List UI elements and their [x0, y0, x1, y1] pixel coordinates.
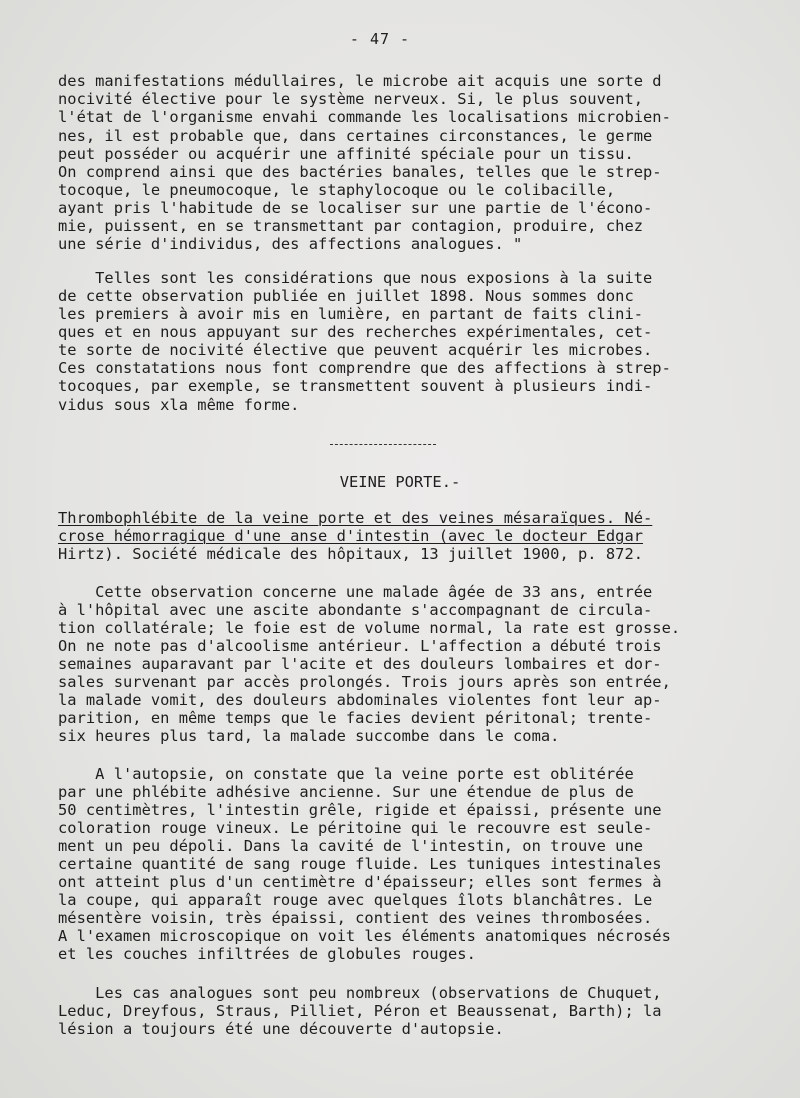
text-line: tion collatérale; le foie est de volume normal, la rate est grosse. — [58, 619, 681, 637]
text-line: certaine quantité de sang rouge fluide. Les tuniques intestinales — [58, 855, 662, 873]
text-line: la malade vomit, des douleurs abdominales violentes font leur ap- — [58, 691, 662, 709]
text-line: parition, en même temps que le facies devient péritonal; trente- — [58, 709, 653, 727]
text-line: nocivité élective pour le système nerveux. Si, le plus souvent, — [58, 90, 644, 108]
text-line: et les couches infiltrées de globules rouges. — [58, 945, 476, 963]
text-line: tocoques, par exemple, se transmettent souvent à plusieurs indi- — [58, 377, 653, 395]
text-line: ment un peu dépoli. Dans la cavité de l'intestin, on trouve une — [58, 837, 644, 855]
text-line: A l'examen microscopique on voit les éléments anatomiques nécrosés — [58, 927, 671, 945]
text-line: mésentère voisin, très épaissi, contient des veines thrombosées. — [58, 909, 653, 927]
text-line: à l'hôpital avec une ascite abondante s'accompagnant de circula- — [58, 601, 653, 619]
text-line: sales survenant par accès prolongés. Trois jours après son entrée, — [58, 673, 671, 691]
text-line: une série d'individus, des affections analogues. " — [58, 235, 523, 253]
text-line: A l'autopsie, on constate que la veine porte est oblitérée — [58, 765, 634, 783]
text-line: Cette observation concerne une malade âgée de 33 ans, entrée — [58, 583, 653, 601]
reference-line: Hirtz). Société médicale des hôpitaux, 13 juillet 1900, p. 872. — [58, 545, 644, 563]
text-line: Telles sont les considérations que nous exposions à la suite — [58, 269, 653, 287]
text-line: les premiers à avoir mis en lumière, en partant de faits clini- — [58, 305, 644, 323]
text-line: peut posséder ou acquérir une affinité spéciale pour un tissu. — [58, 145, 634, 163]
text-line: ayant pris l'habitude de se localiser sur une partie de l'écono- — [58, 199, 653, 217]
section-separator — [330, 444, 436, 445]
text-line: nes, il est probable que, dans certaines circonstances, le germe — [58, 127, 653, 145]
reference-line: crose hémorragique d'une anse d'intestin (avec le docteur Edgar — [58, 527, 644, 545]
text-line: Leduc, Dreyfous, Straus, Pilliet, Péron et Beaussenat, Barth); la — [58, 1002, 662, 1020]
text-line: Ces constatations nous font comprendre que des affections à strep- — [58, 359, 671, 377]
reference-line: Thrombophlébite de la veine porte et des veines mésaraïques. Né- — [58, 509, 653, 527]
text-line: te sorte de nocivité élective que peuvent acquérir les microbes. — [58, 341, 653, 359]
text-line: semaines auparavant par l'acite et des douleurs lombaires et dor- — [58, 655, 662, 673]
text-line: ques et en nous appuyant sur des recherches expérimentales, cet- — [58, 323, 653, 341]
text-line: six heures plus tard, la malade succombe dans le coma. — [58, 727, 560, 745]
text-line: coloration rouge vineux. Le péritoine qui le recouvre est seule- — [58, 819, 653, 837]
text-line: de cette observation publiée en juillet 1898. Nous sommes donc — [58, 287, 634, 305]
text-line: ont atteint plus d'un centimètre d'épaisseur; elles sont fermes à — [58, 873, 662, 891]
text-line: On ne note pas d'alcoolisme antérieur. L'affection a débuté trois — [58, 637, 662, 655]
text-line: tocoque, le pneumocoque, le staphylocoque ou le colibacille, — [58, 181, 616, 199]
text-line: des manifestations médullaires, le microbe ait acquis une sorte d — [58, 72, 662, 90]
text-line: vidus sous xla même forme. — [58, 396, 300, 414]
text-line: par une phlébite adhésive ancienne. Sur une étendue de plus de — [58, 783, 634, 801]
text-line: la coupe, qui apparaît rouge avec quelques îlots blanchâtres. Le — [58, 891, 653, 909]
page-number: - 47 - — [349, 30, 411, 48]
text-line: mie, puissent, en se transmettant par contagion, produire, chez — [58, 217, 644, 235]
text-line: lésion a toujours été une découverte d'autopsie. — [58, 1020, 504, 1038]
text-line: l'état de l'organisme envahi commande les localisations microbien- — [58, 108, 671, 126]
section-heading: VEINE PORTE.- — [339, 473, 461, 491]
text-line: Les cas analogues sont peu nombreux (observations de Chuquet, — [58, 984, 662, 1002]
text-line: 50 centimètres, l'intestin grêle, rigide et épaissi, présente une — [58, 801, 662, 819]
text-line: On comprend ainsi que des bactéries banales, telles que le strep- — [58, 163, 662, 181]
